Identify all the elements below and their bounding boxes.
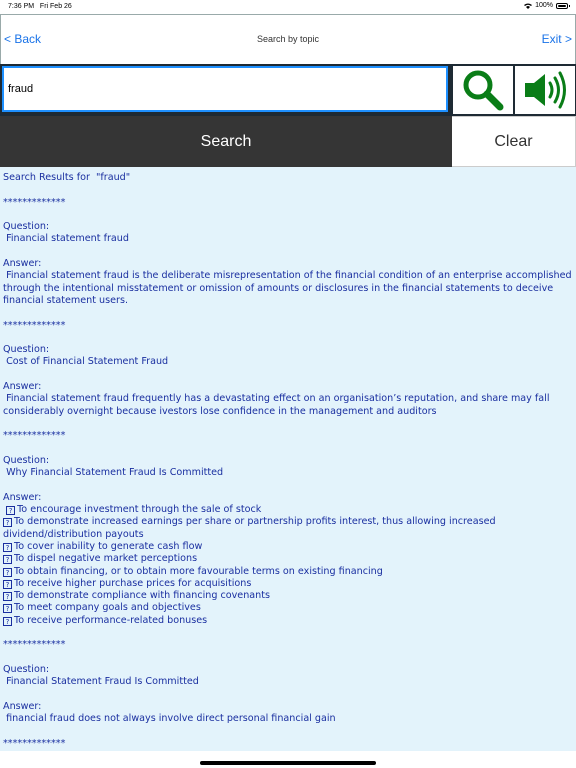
unknown-glyph-icon: ?	[3, 555, 12, 564]
bullet-item: ? To dispel negative market perceptions	[3, 553, 573, 565]
answer-label: Answer:	[3, 491, 42, 503]
magnifier-icon	[460, 67, 506, 113]
unknown-glyph-icon: ?	[3, 604, 12, 613]
exit-button[interactable]: Exit >	[541, 32, 572, 46]
unknown-glyph-icon: ?	[3, 580, 12, 589]
unknown-glyph-icon: ?	[3, 568, 12, 577]
separator: *************	[3, 196, 66, 208]
separator: *************	[3, 319, 66, 331]
bullet-item: ? To demonstrate compliance with financing covenants	[3, 590, 573, 602]
bullet-item: ? To receive performance-related bonuses	[3, 615, 573, 627]
clear-button[interactable]: Clear	[452, 116, 576, 167]
bottom-area	[0, 751, 576, 768]
separator: *************	[3, 639, 66, 651]
question-label: Question:	[3, 221, 50, 233]
answer-text: financial fraud does not always involve direct personal financial gain	[3, 713, 336, 725]
answer-text: Financial statement fraud frequently has a devastating effect on an organisation’s reputation, and share may fall considerably overnight because ivestors lose confidence in the management and auditors	[3, 393, 553, 417]
answer-text: Financial statement fraud is the deliberate misrepresentation of the financial condition of an enterprise accomplished through the intentional misstatement or omission of amounts or disclosures in the financial statements to deceive financial statement users.	[3, 270, 575, 306]
results-header: Search Results for "fraud"	[3, 172, 131, 183]
answer-label: Answer:	[3, 258, 42, 270]
bullet-item: ? To receive higher purchase prices for acquisitions	[3, 578, 573, 590]
separator: *************	[3, 430, 66, 442]
separator: *************	[3, 737, 66, 749]
question-text: Why Financial Statement Fraud Is Committed	[3, 467, 224, 479]
bullet-item: ? To encourage investment through the sale of stock	[3, 504, 573, 516]
answer-label: Answer:	[3, 381, 42, 393]
search-button[interactable]: Search	[0, 116, 452, 167]
magnifier-button[interactable]	[453, 66, 513, 114]
question-text: Financial Statement Fraud Is Committed	[3, 676, 199, 688]
search-row	[0, 64, 576, 116]
question-text: Financial statement fraud	[3, 233, 129, 245]
unknown-glyph-icon: ?	[3, 617, 12, 626]
search-results[interactable]	[0, 167, 576, 751]
unknown-glyph-icon: ?	[3, 543, 12, 552]
question-label: Question:	[3, 663, 50, 675]
back-button[interactable]: < Back	[4, 32, 42, 46]
bullet-item: ? To obtain financing, or to obtain more favourable terms on existing financing	[3, 566, 573, 578]
bullet-item: ? To cover inability to generate cash flow	[3, 541, 573, 553]
question-label: Question:	[3, 454, 50, 466]
unknown-glyph-icon: ?	[6, 506, 15, 515]
answer-label: Answer:	[3, 700, 42, 712]
wifi-icon	[524, 3, 532, 9]
unknown-glyph-icon: ?	[3, 518, 12, 527]
status-time: 7:36 PM Fri Feb 26	[8, 3, 72, 10]
navigation-bar	[0, 14, 576, 65]
speaker-icon	[521, 68, 569, 112]
speaker-button[interactable]	[515, 66, 575, 114]
status-bar	[0, 0, 576, 14]
battery-percent: 100%	[535, 2, 553, 9]
status-right	[524, 2, 568, 9]
home-indicator[interactable]	[200, 761, 376, 765]
search-input[interactable]	[2, 66, 448, 112]
unknown-glyph-icon: ?	[3, 592, 12, 601]
page-title: Search by topic	[256, 34, 320, 44]
bullet-item: ? To demonstrate increased earnings per share or partnership profits interest, thus allowing increased dividend/distribution payouts	[3, 516, 499, 540]
question-label: Question:	[3, 344, 50, 356]
battery-icon	[556, 3, 568, 9]
action-row	[0, 116, 576, 167]
question-text: Cost of Financial Statement Fraud	[3, 356, 169, 368]
bullet-item: ? To meet company goals and objectives	[3, 602, 573, 614]
